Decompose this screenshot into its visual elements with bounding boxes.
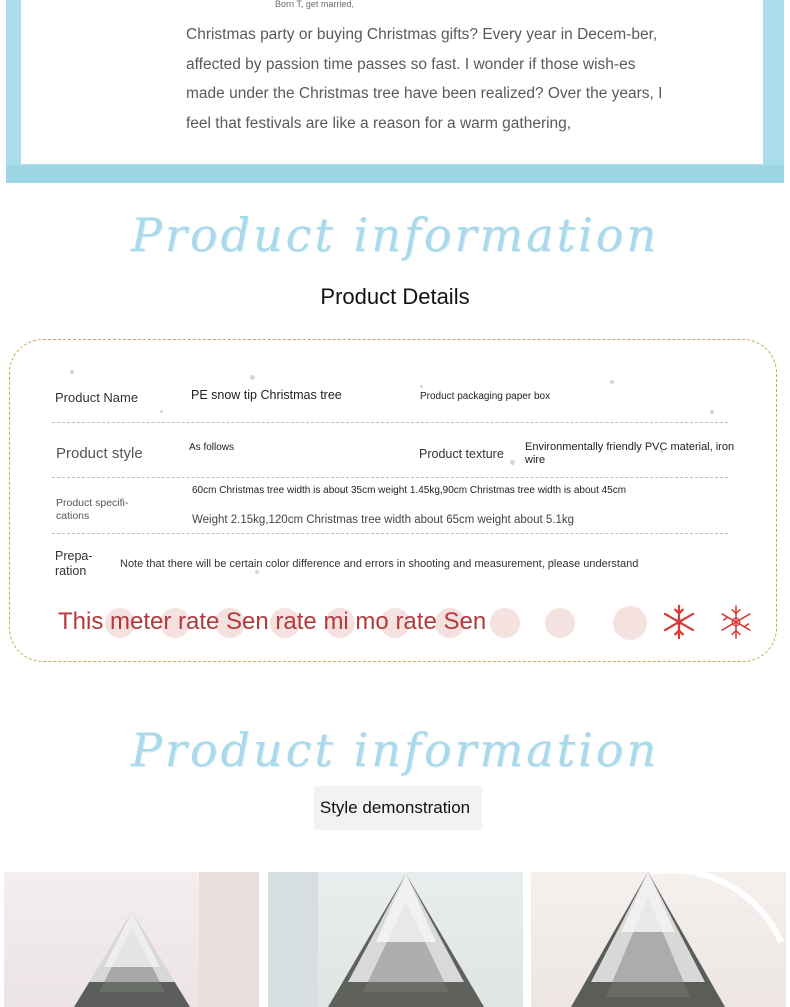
product-texture-label: Product texture [419, 447, 504, 461]
product-specifications-line-1: 60cm Christmas tree width is about 35cm weight 1.45kg,90cm Christmas tree width is about 45cm [192, 485, 627, 496]
style-information-heading: Product information [130, 723, 660, 777]
snow-dot [70, 370, 74, 374]
story-card [21, 0, 763, 164]
row-divider [52, 533, 728, 534]
slogan-text: This meter rate Sen rate mi mo rate Sen [58, 608, 487, 635]
snow-dot [250, 375, 255, 380]
product-details-title: Product Details [320, 284, 470, 309]
product-name-label: Product Name [55, 390, 139, 405]
tree-photo-small [4, 872, 259, 1007]
product-style-label: Product style [56, 445, 143, 462]
product-style-value: As follows [189, 442, 235, 453]
row-divider [52, 477, 728, 478]
preparation-note: Note that there will be certain color difference and errors in shooting and measurement, please understand [120, 558, 639, 570]
snow-dot [610, 380, 614, 384]
row-divider [52, 422, 728, 423]
product-packaging-value: Product packaging paper box [420, 391, 551, 402]
product-details-card [9, 339, 777, 662]
snow-dot [160, 410, 163, 413]
product-specifications-label: Product specifi-cations [56, 497, 129, 522]
product-name-value: PE snow tip Christmas tree [191, 388, 342, 402]
product-information-heading: Product information [130, 208, 660, 262]
snow-dot [510, 460, 515, 465]
product-specifications-line-2: Weight 2.15kg,120cm Christmas tree width about 65cm weight about 5.1kg [192, 514, 575, 526]
style-demonstration-title: Style demonstration [319, 798, 471, 817]
snow-dot [710, 410, 714, 414]
preparation-label: Prepa-ration [55, 549, 93, 578]
snow-dot [420, 385, 423, 388]
story-paragraph: Christmas party or buying Christmas gifts? Every year in Decem-ber, affected by passion time passes so fast. I wonder if those wish-es made under the Christmas tree have been realized? Over the years, I feel that festivals are like a reason for a warm gathering, [186, 26, 663, 132]
snow-dot [255, 570, 259, 574]
snowflake-icon [660, 603, 698, 641]
tree-photo-large [531, 872, 786, 1007]
snowflake-icon [717, 603, 755, 641]
tree-photo-medium [268, 872, 523, 1007]
story-caption: Born T, get married, [275, 0, 354, 9]
product-texture-value: Environmentally friendly PVC material, iron wire [525, 441, 735, 466]
